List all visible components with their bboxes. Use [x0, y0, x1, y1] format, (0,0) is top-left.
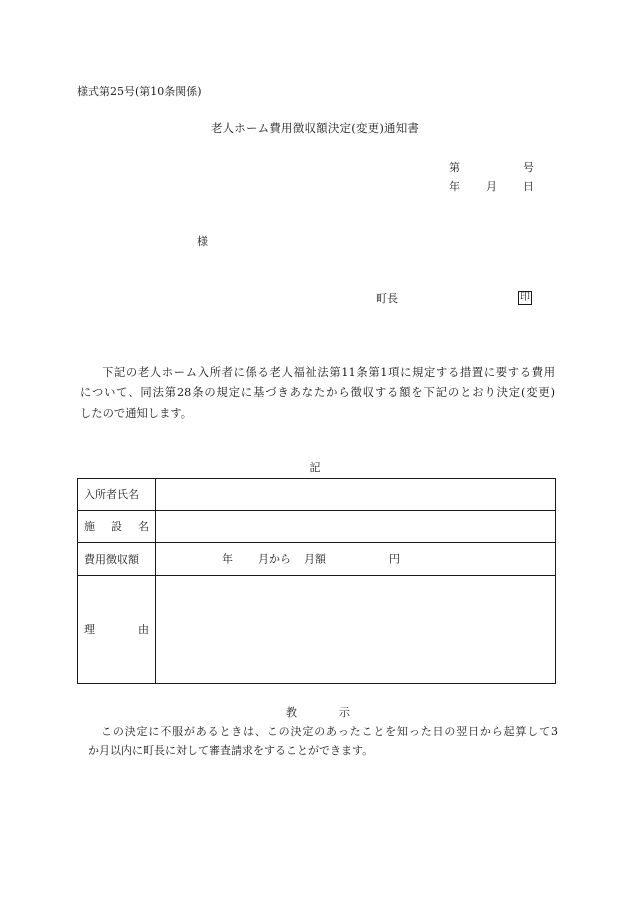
detail-table [77, 478, 556, 684]
addressee-honorific: 様 [197, 235, 208, 248]
body-text-line: 下記の老人ホーム入所者に係る老人福祉法第11条第1項に規定する措置に要する費用 [102, 366, 555, 379]
instruction-text-line: この決定に不服があるときは、この決定のあったことを知った日の翌日から起算して3 [101, 725, 558, 738]
document-title: 老人ホーム費用徴収額決定(変更)通知書 [210, 121, 420, 135]
reason-field[interactable] [156, 576, 556, 684]
fee-yen-unit: 円 [389, 552, 400, 566]
row-label-fee-amount [78, 543, 156, 576]
reference-number [449, 162, 535, 176]
label-text: 入所者氏名 [84, 488, 139, 501]
row-label-facility-name [78, 511, 156, 543]
issuer-title: 町長 [376, 292, 398, 305]
fee-year-unit: 年 [222, 552, 233, 566]
form-number: 様式第25号(第10条関係) [77, 85, 202, 98]
instruction-text-line: か月以内に町長に対して審査請求をすることができます。 [88, 744, 374, 757]
table-row [78, 511, 556, 543]
facility-name-field[interactable] [156, 511, 556, 543]
body-text-line: したので通知します。 [80, 407, 193, 420]
body-text-line: について、同法第28条の規定に基づきあなたから徴収する額を下記のとおり決定(変更) [80, 386, 555, 399]
label-char: 由 [138, 623, 149, 636]
instruction-heading [286, 707, 350, 718]
row-label-resident-name [78, 479, 156, 511]
table-row [78, 576, 556, 684]
fee-from-month: 月から [258, 552, 291, 566]
facility-label-spread [84, 521, 149, 532]
date-month: 月 [486, 180, 497, 193]
fee-amount-line [156, 543, 555, 575]
ki-label: 記 [309, 461, 321, 474]
reason-label-spread [84, 624, 149, 635]
table-row [78, 543, 556, 576]
instruction-heading-b: 示 [339, 706, 350, 719]
table-row [78, 479, 556, 511]
label-text: 費用徴収額 [84, 552, 139, 566]
label-char: 理 [84, 623, 95, 636]
reference-go: 号 [523, 161, 534, 174]
label-char: 施 [84, 520, 95, 533]
resident-name-field[interactable] [156, 479, 556, 511]
fee-amount-field[interactable] [156, 543, 556, 576]
reference-dai: 第 [449, 161, 460, 174]
date-day: 日 [523, 180, 534, 193]
issue-date [449, 181, 535, 195]
seal-mark: 印 [520, 292, 530, 303]
fee-monthly: 月額 [304, 552, 326, 566]
instruction-heading-a: 教 [286, 706, 297, 719]
date-year: 年 [449, 180, 460, 193]
label-char: 名 [138, 520, 149, 533]
row-label-reason [78, 576, 156, 684]
label-char: 設 [111, 520, 122, 533]
